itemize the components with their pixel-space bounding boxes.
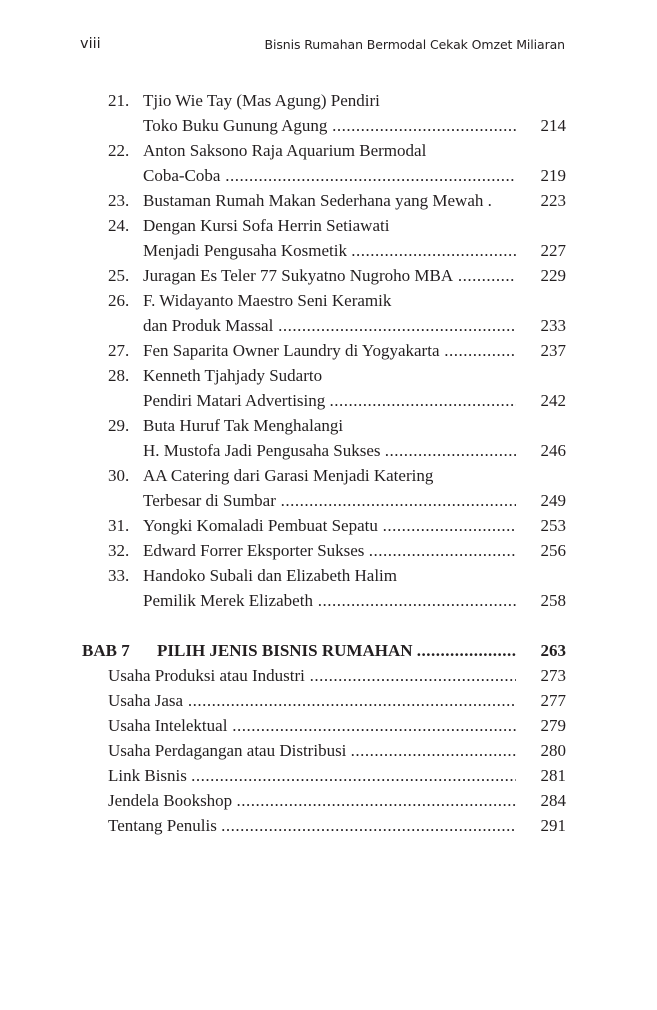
book-title: Bisnis Rumahan Bermodal Cekak Omzet Miliaran — [264, 37, 565, 52]
entry-title: Buta Huruf Tak Menghalangi — [143, 416, 344, 435]
sub-entry[interactable] — [82, 788, 566, 813]
entry-number: 33. — [108, 566, 130, 585]
table-of-contents — [82, 88, 566, 838]
toc-entry-cont[interactable] — [82, 113, 566, 138]
toc-entry[interactable] — [82, 538, 566, 563]
entry-title: Kenneth Tjahjady Sudarto — [143, 366, 323, 385]
toc-entry-cont[interactable] — [82, 163, 566, 188]
toc-entry[interactable] — [82, 413, 566, 438]
toc-entry[interactable] — [82, 138, 566, 163]
entry-title-cont: dan Produk Massal ..... — [143, 313, 516, 338]
entry-title-cont: Pendiri Matari Advertising ..... — [143, 388, 516, 413]
sub-entry[interactable] — [82, 688, 566, 713]
entry-title-cont: Menjadi Pengusaha Kosmetik ..... — [143, 238, 516, 263]
entry-title-cont: Terbesar di Sumbar ..... — [143, 488, 516, 513]
sub-entry-page: 280 — [540, 741, 566, 760]
toc-entry-cont[interactable] — [82, 313, 566, 338]
entry-page: 219 — [540, 166, 566, 185]
toc-entry[interactable] — [82, 338, 566, 363]
toc-entry[interactable] — [82, 513, 566, 538]
sub-entry-page: 284 — [540, 791, 566, 810]
entry-page: 253 — [540, 516, 566, 535]
entry-page: 214 — [540, 116, 566, 135]
entry-number: 22. — [108, 141, 130, 160]
entry-number: 28. — [108, 366, 130, 385]
entry-title: Tjio Wie Tay (Mas Agung) Pendiri — [143, 91, 380, 110]
toc-entry-cont[interactable] — [82, 588, 566, 613]
entry-title-cont: H. Mustofa Jadi Pengusaha Sukses ..... — [143, 438, 516, 463]
toc-entry-cont[interactable] — [82, 238, 566, 263]
sub-entry-page: 273 — [540, 666, 566, 685]
entry-title-cont: Coba-Coba ..... — [143, 163, 516, 188]
sub-entry-page: 279 — [540, 716, 566, 735]
entry-page: 223 — [540, 191, 566, 210]
entry-title-cont: Pemilik Merek Elizabeth ..... — [143, 588, 516, 613]
entry-number: 31. — [108, 516, 130, 535]
entry-title: Juragan Es Teler 77 Sukyatno Nugroho MBA ..... — [143, 263, 516, 288]
chapter-entry[interactable] — [82, 638, 566, 663]
sub-entry-title: Usaha Intelektual ..... — [108, 713, 516, 738]
sub-entry-page: 281 — [540, 766, 566, 785]
sub-entry[interactable] — [82, 813, 566, 838]
sub-entry-title: Link Bisnis ..... — [108, 763, 516, 788]
toc-entry[interactable] — [82, 463, 566, 488]
entry-page: 249 — [540, 491, 566, 510]
toc-entry[interactable] — [82, 188, 566, 213]
toc-entry[interactable] — [82, 288, 566, 313]
entry-page: 233 — [540, 316, 566, 335]
sub-entry[interactable] — [82, 713, 566, 738]
toc-entry[interactable] — [82, 213, 566, 238]
entry-title: Fen Saparita Owner Laundry di Yogyakarta ..... — [143, 338, 516, 363]
toc-entry[interactable] — [82, 88, 566, 113]
sub-entry-title: Usaha Perdagangan atau Distribusi ..... — [108, 738, 516, 763]
entry-page: 258 — [540, 591, 566, 610]
entry-number: 24. — [108, 216, 130, 235]
entry-page: 242 — [540, 391, 566, 410]
sub-entry-page: 291 — [540, 816, 566, 835]
entry-number: 25. — [108, 266, 130, 285]
entry-number: 30. — [108, 466, 130, 485]
toc-entry-cont[interactable] — [82, 488, 566, 513]
sub-entry[interactable] — [82, 738, 566, 763]
spacer — [82, 613, 566, 638]
entry-number: 27. — [108, 341, 130, 360]
entry-title-cont: Toko Buku Gunung Agung ..... — [143, 113, 516, 138]
entry-title: Edward Forrer Eksporter Sukses ..... — [143, 538, 516, 563]
toc-entry-cont[interactable] — [82, 388, 566, 413]
page-number: viii — [80, 36, 101, 52]
sub-entry-title: Usaha Jasa ..... — [108, 688, 516, 713]
sub-entry-page: 277 — [540, 691, 566, 710]
entry-title: Anton Saksono Raja Aquarium Bermodal — [143, 141, 427, 160]
chapter-page: 263 — [540, 641, 566, 660]
entry-number: 26. — [108, 291, 130, 310]
entry-page: 229 — [540, 266, 566, 285]
entry-page: 237 — [540, 341, 566, 360]
running-header — [80, 36, 565, 56]
entry-title: AA Catering dari Garasi Menjadi Katering — [143, 466, 434, 485]
sub-entry-title: Tentang Penulis ..... — [108, 813, 516, 838]
chapter-title: PILIH JENIS BISNIS RUMAHAN ..... — [157, 638, 516, 663]
sub-entry[interactable] — [82, 763, 566, 788]
sub-entry-title: Jendela Bookshop ..... — [108, 788, 516, 813]
entry-title: Yongki Komaladi Pembuat Sepatu ..... — [143, 513, 516, 538]
chapter-label: BAB 7 — [82, 641, 130, 660]
toc-entry-cont[interactable] — [82, 438, 566, 463]
entry-number: 23. — [108, 191, 130, 210]
toc-entry[interactable] — [82, 263, 566, 288]
entry-title: F. Widayanto Maestro Seni Keramik — [143, 291, 392, 310]
entry-number: 32. — [108, 541, 130, 560]
entry-title: Bustaman Rumah Makan Sederhana yang Mewah . — [143, 191, 492, 210]
entry-title: Dengan Kursi Sofa Herrin Setiawati — [143, 216, 390, 235]
entry-number: 29. — [108, 416, 130, 435]
entry-page: 256 — [540, 541, 566, 560]
sub-entry[interactable] — [82, 663, 566, 688]
toc-entry[interactable] — [82, 363, 566, 388]
toc-entry[interactable] — [82, 563, 566, 588]
entry-number: 21. — [108, 91, 130, 110]
entry-page: 246 — [540, 441, 566, 460]
entry-title: Handoko Subali dan Elizabeth Halim — [143, 566, 397, 585]
sub-entry-title: Usaha Produksi atau Industri ..... — [108, 663, 516, 688]
entry-page: 227 — [540, 241, 566, 260]
